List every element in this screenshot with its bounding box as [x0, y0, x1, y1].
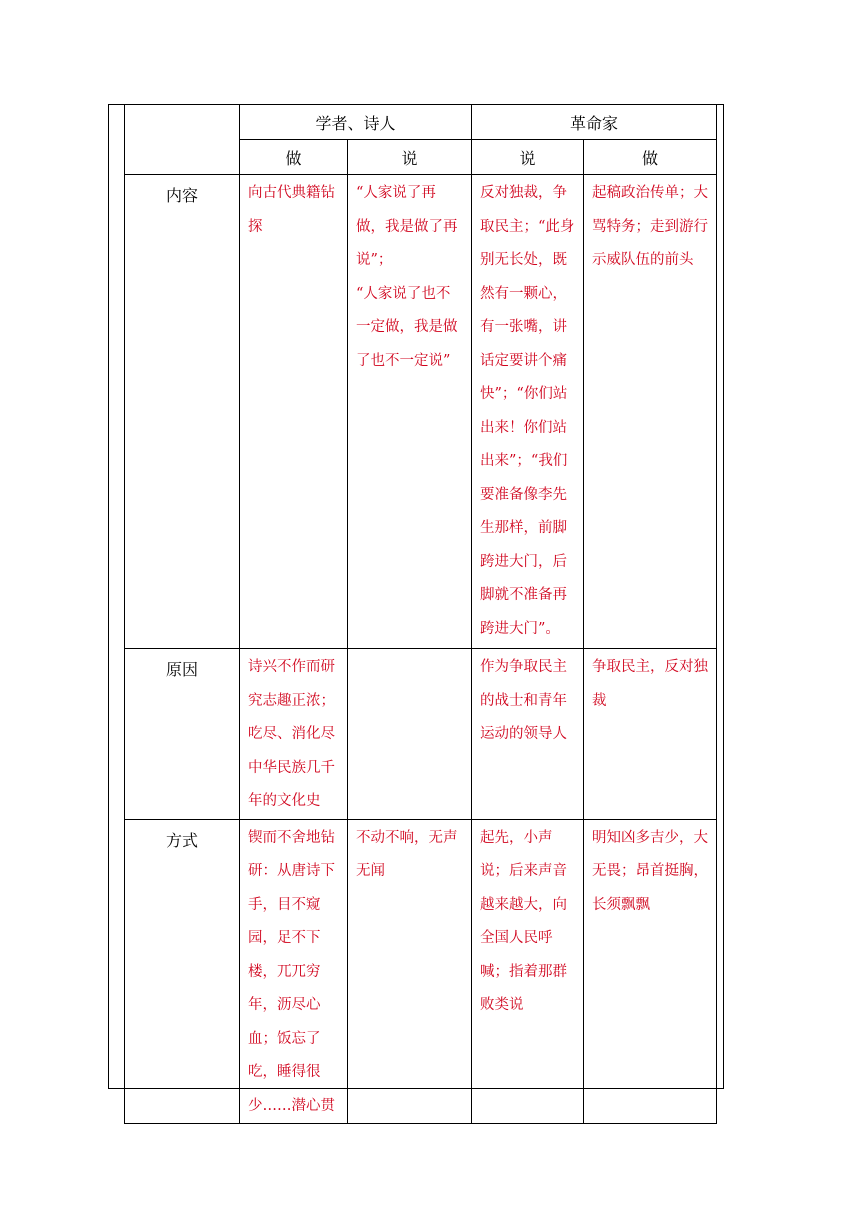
cell-reason-scholar-do: 诗兴不作而研究志趣正浓；吃尽、消化尽中华民族几千年的文化史: [240, 649, 348, 820]
cell-content-rev-do: 起稿政治传单；大骂特务；走到游行示威队伍的前头: [584, 175, 717, 649]
table-outer-border-right: [723, 104, 724, 1089]
cell-content-scholar-say: [348, 175, 472, 649]
table-row: [125, 819, 717, 1124]
cell-reason-rev-do: 争取民主，反对独裁: [584, 649, 717, 820]
header-rev-do: 做: [584, 140, 717, 175]
scholar-say-quote-1: “人家说了再做，我是做了再说”；: [356, 185, 458, 268]
header-scholar-poet: 学者、诗人: [240, 105, 472, 140]
comparison-table: [124, 104, 717, 1124]
header-scholar-say: 说: [348, 140, 472, 175]
cell-method-scholar-say: 不动不响，无声无闻: [348, 819, 472, 1124]
table-row: [125, 649, 717, 820]
corner-cell: [125, 105, 240, 175]
row-label-method: 方式: [125, 819, 240, 1124]
cell-content-scholar-do: 向古代典籍钻探: [240, 175, 348, 649]
cell-method-rev-do: 明知凶多吉少，大无畏；昂首挺胸，长须飘飘: [584, 819, 717, 1124]
cell-content-rev-say: 反对独裁，争取民主；“此身别无长处，既然有一颗心，有一张嘴，讲话定要讲个痛快”；“你们站出来！你们站出来”；“我们要准备像李先生那样，前脚跨进大门，后脚就不准备再跨进大门”。: [472, 175, 584, 649]
table-outer-border-left: [108, 104, 109, 1089]
cell-method-rev-say: 起先，小声说；后来声音越来越大，向全国人民呼喊；指着那群败类说: [472, 819, 584, 1124]
cell-reason-rev-say: 作为争取民主的战士和青年运动的领导人: [472, 649, 584, 820]
header-rev-say: 说: [472, 140, 584, 175]
header-scholar-do: 做: [240, 140, 348, 175]
cell-reason-scholar-say: [348, 649, 472, 820]
scholar-say-quote-2: “人家说了也不一定做，我是做了也不一定说”: [356, 285, 458, 369]
table-row: [125, 175, 717, 649]
row-label-reason: 原因: [125, 649, 240, 820]
row-label-content: 内容: [125, 175, 240, 649]
cell-method-scholar-do: 锲而不舍地钻研：从唐诗下手，目不窥园，足不下楼，兀兀穷年，沥尽心血；饭忘了吃，睡得很少……潜心贯: [240, 819, 348, 1124]
header-revolutionary: 革命家: [472, 105, 717, 140]
